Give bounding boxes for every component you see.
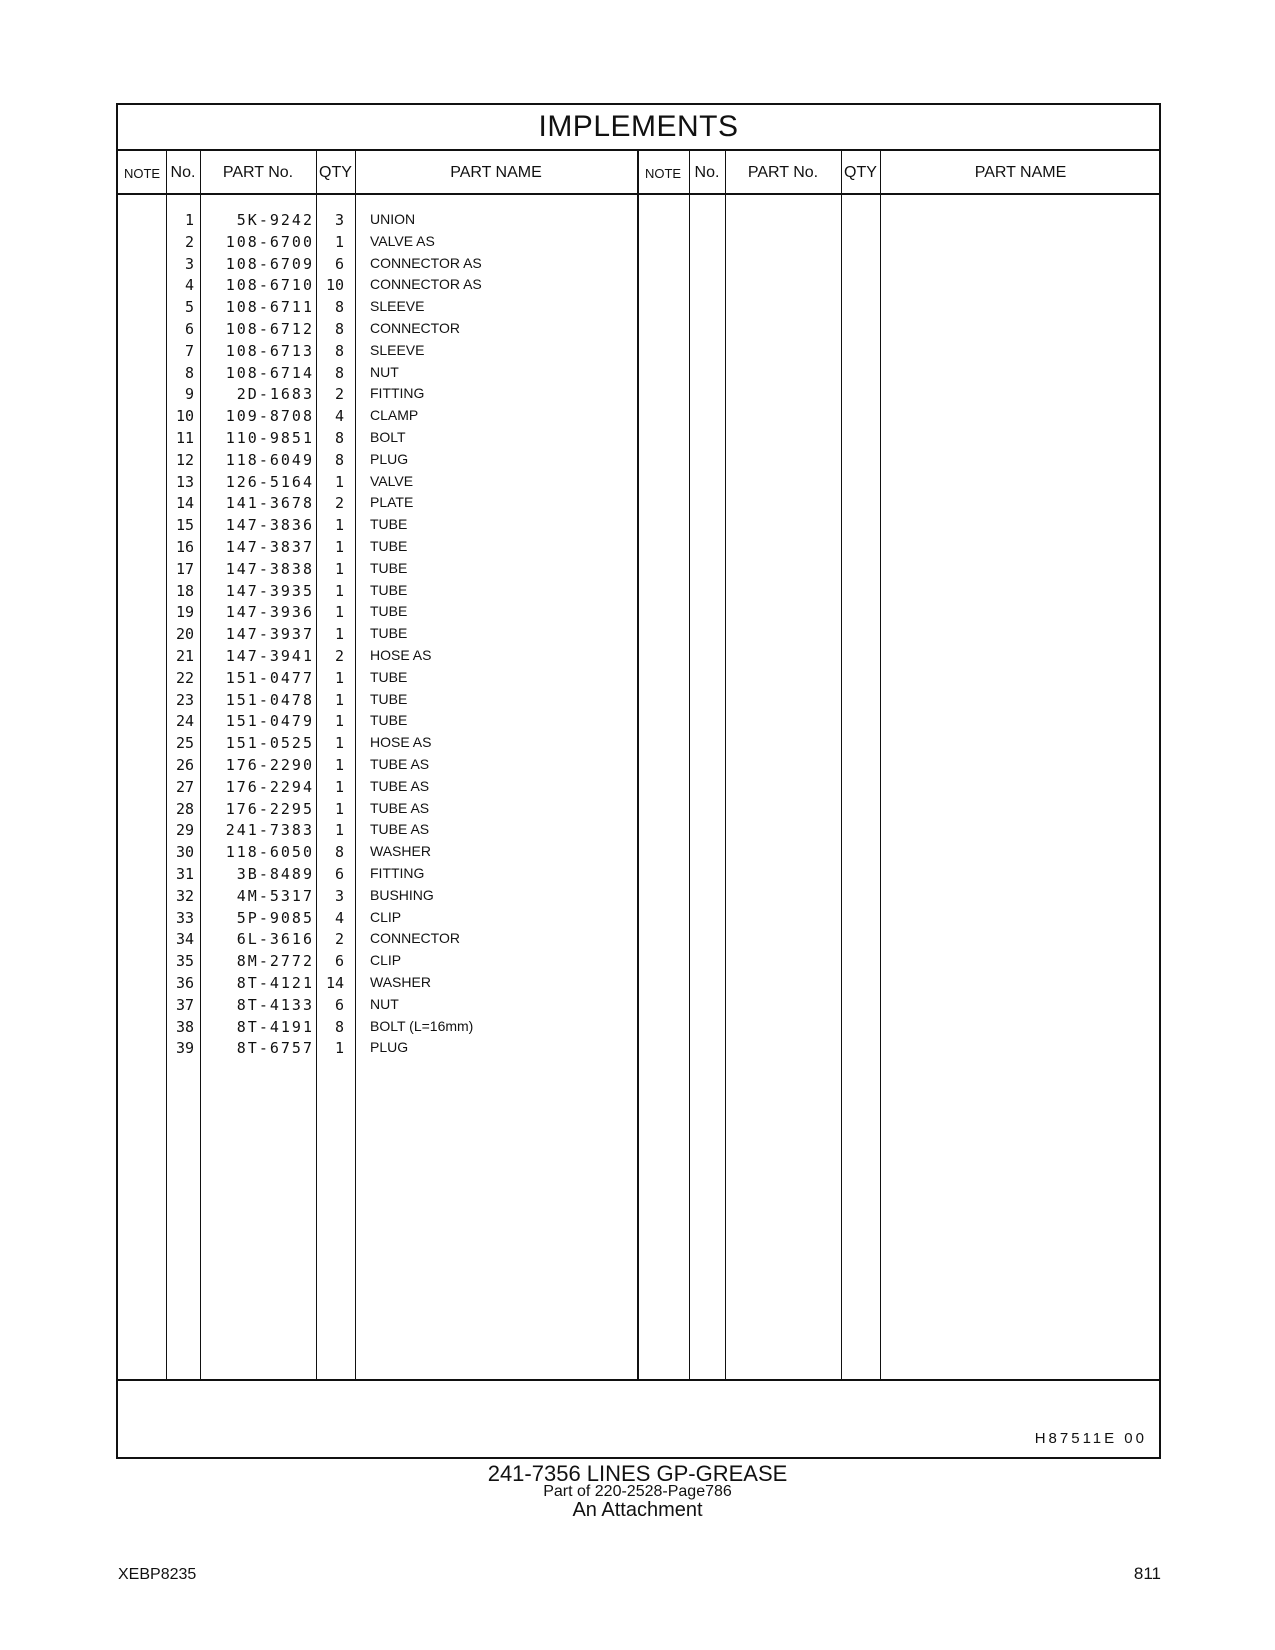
part-number: 118-6049 xyxy=(225,450,314,469)
caption-part-of: Part of 220-2528-Page786 xyxy=(543,1483,732,1500)
item-number: 35 xyxy=(175,952,194,971)
part-name: TUBE xyxy=(370,712,408,729)
table-row xyxy=(118,667,1159,689)
part-name: VALVE AS xyxy=(370,232,435,249)
part-number: 2D-1683 xyxy=(236,385,314,404)
quantity: 1 xyxy=(334,734,344,753)
item-number: 5 xyxy=(184,298,194,317)
table-body xyxy=(118,195,1159,1381)
item-number: 32 xyxy=(175,886,194,905)
quantity: 1 xyxy=(334,668,344,687)
item-number: 24 xyxy=(175,712,194,731)
item-number: 10 xyxy=(175,407,194,426)
item-number: 38 xyxy=(175,1017,194,1036)
table-row xyxy=(118,492,1159,514)
page-number: 811 xyxy=(1133,1564,1161,1583)
table-row xyxy=(118,732,1159,754)
part-number: 151-0525 xyxy=(225,734,314,753)
part-number: 176-2295 xyxy=(225,799,314,818)
quantity: 1 xyxy=(334,690,344,709)
part-number: 108-6711 xyxy=(225,298,314,317)
table-row xyxy=(118,754,1159,776)
table-row xyxy=(118,994,1159,1016)
header-note-right: NOTE xyxy=(644,165,682,181)
item-number: 28 xyxy=(175,799,194,818)
table-row xyxy=(118,623,1159,645)
part-number: 151-0479 xyxy=(225,712,314,731)
item-number: 4 xyxy=(184,276,194,295)
part-name: BOLT xyxy=(370,429,406,445)
header-part-name-left: PART NAME xyxy=(450,164,542,181)
table-row xyxy=(118,1037,1159,1059)
quantity: 8 xyxy=(334,843,344,862)
part-name: TUBE AS xyxy=(370,777,430,794)
document-id: XEBP8235 xyxy=(118,1566,197,1583)
quantity: 6 xyxy=(334,995,344,1014)
table-row xyxy=(118,950,1159,972)
quantity: 6 xyxy=(334,254,344,273)
item-number: 17 xyxy=(175,559,194,578)
quantity: 1 xyxy=(334,799,344,818)
table-row xyxy=(118,340,1159,362)
item-number: 33 xyxy=(175,908,194,927)
part-number: 151-0477 xyxy=(225,668,314,687)
table-row xyxy=(118,296,1159,318)
quantity: 8 xyxy=(334,341,344,360)
part-name: TUBE xyxy=(370,581,408,598)
part-number: 147-3937 xyxy=(225,625,314,644)
part-name: HOSE AS xyxy=(370,734,432,751)
quantity: 2 xyxy=(334,385,344,404)
table-row xyxy=(118,580,1159,602)
quantity: 2 xyxy=(334,647,344,665)
table-row xyxy=(118,362,1159,384)
table-row xyxy=(118,710,1159,732)
quantity: 3 xyxy=(334,211,344,229)
item-number: 29 xyxy=(175,821,194,840)
part-name: PLUG xyxy=(370,450,409,467)
part-name: TUBE AS xyxy=(370,821,430,838)
item-number: 20 xyxy=(175,625,194,644)
item-number: 6 xyxy=(184,320,194,338)
table-row xyxy=(118,907,1159,929)
item-number: 19 xyxy=(175,603,194,622)
part-name: TUBE AS xyxy=(370,756,430,772)
table-row xyxy=(118,601,1159,623)
part-name: CLIP xyxy=(370,952,402,969)
part-name: NUT xyxy=(370,363,399,380)
item-number: 13 xyxy=(175,472,194,491)
item-number: 18 xyxy=(175,581,194,600)
item-number: 31 xyxy=(175,865,194,883)
part-name: TUBE xyxy=(370,625,408,642)
quantity: 8 xyxy=(334,320,344,338)
part-number: 108-6714 xyxy=(225,363,314,382)
part-number: 8T-4133 xyxy=(236,995,314,1014)
part-number: 176-2294 xyxy=(225,777,314,796)
part-name: CLIP xyxy=(370,908,402,925)
part-number: 147-3941 xyxy=(225,647,314,665)
part-name: BOLT (L=16mm) xyxy=(370,1017,474,1034)
drawing-code: H87511E 00 xyxy=(1034,1430,1147,1447)
table-row xyxy=(118,841,1159,863)
part-number: 108-6712 xyxy=(225,320,314,338)
table-title: IMPLEMENTS xyxy=(118,105,1159,151)
table-row xyxy=(118,427,1159,449)
item-number: 37 xyxy=(175,995,194,1014)
table-row xyxy=(118,471,1159,493)
quantity: 1 xyxy=(334,538,344,556)
quantity: 8 xyxy=(334,298,344,317)
part-name: TUBE xyxy=(370,668,408,685)
quantity: 1 xyxy=(334,232,344,251)
quantity: 1 xyxy=(334,777,344,796)
part-number: 6L-3616 xyxy=(236,930,314,949)
table-row xyxy=(118,689,1159,711)
item-number: 15 xyxy=(175,516,194,535)
part-name: TUBE AS xyxy=(370,799,430,816)
part-name: WASHER xyxy=(370,843,431,860)
header-part-no-right: PART No. xyxy=(747,164,819,181)
quantity: 1 xyxy=(334,472,344,491)
item-number: 7 xyxy=(184,341,194,360)
quantity: 10 xyxy=(325,276,344,295)
quantity: 8 xyxy=(334,363,344,382)
header-part-no-left: PART No. xyxy=(222,164,294,181)
part-number: 241-7383 xyxy=(225,821,314,840)
quantity: 1 xyxy=(334,559,344,578)
part-number: 118-6050 xyxy=(225,843,314,862)
quantity: 6 xyxy=(334,865,344,883)
part-number: 108-6710 xyxy=(225,276,314,295)
item-number: 26 xyxy=(175,756,194,774)
quantity: 1 xyxy=(334,625,344,644)
part-number: 147-3836 xyxy=(225,516,314,535)
part-name: UNION xyxy=(370,211,416,227)
item-number: 9 xyxy=(184,385,194,404)
part-number: 147-3837 xyxy=(225,538,314,556)
item-number: 22 xyxy=(175,668,194,687)
quantity: 8 xyxy=(334,450,344,469)
part-name: CONNECTOR xyxy=(370,930,460,947)
part-name: CLAMP xyxy=(370,407,419,424)
part-name: WASHER xyxy=(370,974,431,990)
caption-title: 241-7356 LINES GP-GREASE xyxy=(487,1461,788,1486)
table-row xyxy=(118,383,1159,405)
part-name: CONNECTOR xyxy=(370,320,460,336)
part-name: TUBE xyxy=(370,516,408,533)
header-part-name-right: PART NAME xyxy=(974,164,1067,181)
item-number: 25 xyxy=(175,734,194,753)
quantity: 3 xyxy=(334,886,344,905)
quantity: 2 xyxy=(334,494,344,513)
part-name: TUBE xyxy=(370,690,408,707)
item-number: 2 xyxy=(184,232,194,251)
part-number: 108-6700 xyxy=(225,232,314,251)
quantity: 1 xyxy=(334,756,344,774)
part-number: 5K-9242 xyxy=(236,211,314,229)
item-number: 34 xyxy=(175,930,194,949)
table-row xyxy=(118,798,1159,820)
part-name: SLEEVE xyxy=(370,341,425,358)
table-row xyxy=(118,405,1159,427)
part-number: 4M-5317 xyxy=(236,886,314,905)
table-row xyxy=(118,863,1159,885)
part-name: BUSHING xyxy=(370,886,434,903)
quantity: 4 xyxy=(334,407,344,426)
table-row xyxy=(118,645,1159,667)
part-name: CONNECTOR AS xyxy=(370,276,482,293)
item-number: 14 xyxy=(175,494,194,513)
item-number: 8 xyxy=(184,363,194,382)
part-name: CONNECTOR AS xyxy=(370,254,482,271)
part-name: PLATE xyxy=(370,494,414,511)
part-number: 110-9851 xyxy=(225,429,314,447)
part-number: 8T-6757 xyxy=(236,1039,314,1058)
part-name: PLUG xyxy=(370,1039,409,1056)
table-row xyxy=(118,231,1159,253)
part-number: 141-3678 xyxy=(225,494,314,513)
table-row xyxy=(118,253,1159,275)
table-row xyxy=(118,514,1159,536)
item-number: 27 xyxy=(175,777,194,796)
part-name: TUBE xyxy=(370,538,408,554)
table-row xyxy=(118,318,1159,340)
part-name: FITTING xyxy=(370,385,425,402)
part-number: 5P-9085 xyxy=(236,908,314,927)
item-number: 16 xyxy=(175,538,194,556)
quantity: 1 xyxy=(334,603,344,622)
table-row xyxy=(118,209,1159,231)
part-name: FITTING xyxy=(370,865,425,881)
item-number: 1 xyxy=(184,211,194,229)
parts-table xyxy=(116,103,1161,1459)
header-no-left: No. xyxy=(170,164,196,181)
quantity: 8 xyxy=(334,429,344,447)
item-number: 3 xyxy=(184,254,194,273)
table-row xyxy=(118,928,1159,950)
part-number: 8T-4121 xyxy=(236,974,314,992)
table-row xyxy=(118,558,1159,580)
item-number: 30 xyxy=(175,843,194,862)
item-number: 12 xyxy=(175,450,194,469)
table-row xyxy=(118,1016,1159,1038)
caption-attachment: An Attachment xyxy=(572,1499,703,1521)
quantity: 1 xyxy=(334,712,344,731)
part-name: SLEEVE xyxy=(370,298,425,315)
part-number: 8T-4191 xyxy=(236,1017,314,1036)
table-row xyxy=(118,776,1159,798)
part-name: NUT xyxy=(370,995,399,1012)
part-number: 108-6713 xyxy=(225,341,314,360)
item-number: 36 xyxy=(175,974,194,992)
part-number: 108-6709 xyxy=(225,254,314,273)
part-number: 109-8708 xyxy=(225,407,314,426)
quantity: 8 xyxy=(334,1017,344,1036)
part-name: VALVE xyxy=(370,472,414,489)
item-number: 11 xyxy=(175,429,194,447)
quantity: 1 xyxy=(334,581,344,600)
item-number: 39 xyxy=(175,1039,194,1058)
part-number: 176-2290 xyxy=(225,756,314,774)
quantity: 2 xyxy=(334,930,344,949)
header-qty-left: QTY xyxy=(319,164,352,181)
table-row xyxy=(118,972,1159,994)
part-name: TUBE xyxy=(370,603,408,620)
part-number: 8M-2772 xyxy=(236,952,314,971)
table-row xyxy=(118,274,1159,296)
part-number: 147-3935 xyxy=(225,581,314,600)
part-name: TUBE xyxy=(370,559,408,576)
part-number: 126-5164 xyxy=(225,472,314,491)
quantity: 6 xyxy=(334,952,344,971)
table-row xyxy=(118,449,1159,471)
quantity: 1 xyxy=(334,516,344,535)
part-number: 3B-8489 xyxy=(236,865,314,883)
part-number: 147-3838 xyxy=(225,559,314,578)
quantity: 1 xyxy=(334,821,344,840)
part-number: 147-3936 xyxy=(225,603,314,622)
header-note-left: NOTE xyxy=(123,165,161,181)
part-name: HOSE AS xyxy=(370,647,432,663)
item-number: 21 xyxy=(175,647,194,665)
header-no-right: No. xyxy=(694,164,720,181)
table-row xyxy=(118,819,1159,841)
table-row xyxy=(118,536,1159,558)
table-row xyxy=(118,885,1159,907)
item-number: 23 xyxy=(175,690,194,709)
quantity: 1 xyxy=(334,1039,344,1058)
quantity: 4 xyxy=(334,908,344,927)
quantity: 14 xyxy=(325,974,344,992)
part-number: 151-0478 xyxy=(225,690,314,709)
header-qty-right: QTY xyxy=(844,164,877,181)
